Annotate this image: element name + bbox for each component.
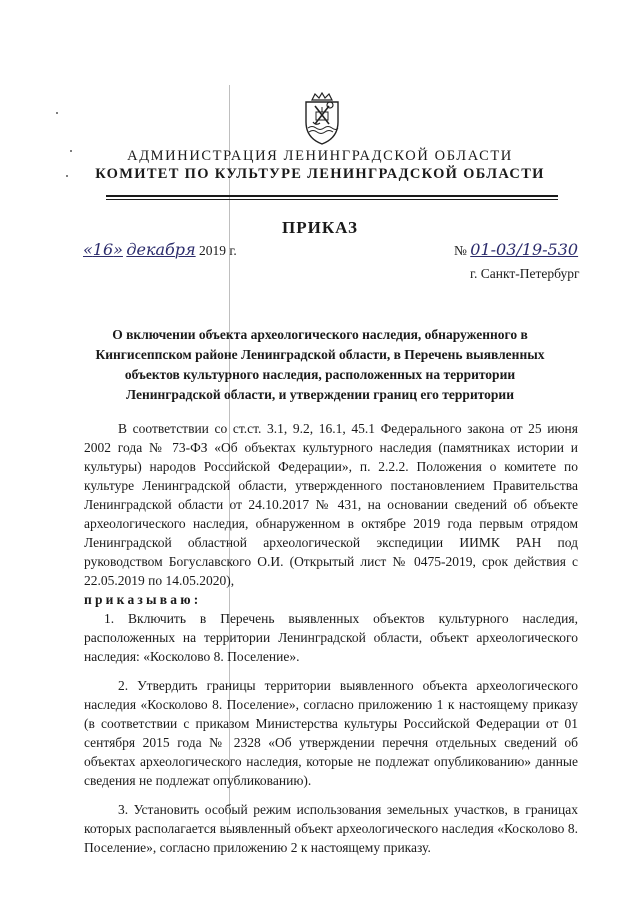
heading-line: объектов культурного наследия, расположенных на территории [124,367,516,382]
preamble-paragraph: В соответствии со ст.ст. 3.1, 9.2, 16.1, 45.1 Федерального закона от 25 июня 2002 года № 73-ФЗ «Об объектах культурного наследия (памятниках истории и культуры) народов Российской Федерации», п. 2.2.2. Положения о комитете по культуре Ленинградской области, утвержденного постановлением Правительства Ленинградской области от 24.10.2017 № 431, на основании сведений об объекте археологического наследия, обнаруженном в октябре 2019 года первым отрядом Ленинградской областной археологической экспедиции ИИМК РАН под руководством Богуславского О.И. (Открытый лист № 0475-2019, срок действия с 22.05.2019 по 14.05.2020), [84,421,578,588]
heading-line: Ленинградской области, и утверждении границ его территории [126,387,514,402]
heading-line: Кингисеппском районе Ленинградской области, в Перечень выявленных [95,347,545,362]
administration-header: АДМИНИСТРАЦИЯ ЛЕНИНГРАДСКОЙ ОБЛАСТИ [127,148,513,164]
coat-of-arms-emblem [300,92,344,146]
order-item-2: 2. Утвердить границы территории выявленного объекта археологического наследия «Косколово 8. Поселение», согласно приложению 1 к настоящему приказу (в соответствии с приказом Министерства культуры Российской Федерации от 01 сентября 2015 года № 2328 «Об утверждении перечня отдельных сведений об объектах археологического наследия, которые не подлежат опубликованию» данные сведения не подлежат опубликованию). [84,678,578,788]
heading-line: О включении объекта археологического наследия, обнаруженного в [112,327,528,342]
order-number [454,240,578,259]
order-heading [60,325,580,405]
header-divider-thin [106,199,558,200]
date-close-quote: » [113,240,123,259]
header-divider-thick [106,195,558,197]
scan-speck [56,112,58,114]
date-year: 2019 [199,243,227,258]
date-day: 16 [92,240,114,259]
order-date [83,240,237,259]
decree-word: приказываю: [84,592,202,607]
number-value: 01-03/19-530 [470,240,579,259]
number-prefix: № [454,243,467,258]
date-suffix: г. [229,243,237,258]
committee-header: КОМИТЕТ ПО КУЛЬТУРЕ ЛЕНИНГРАДСКОЙ ОБЛАСТИ [95,166,545,182]
date-month: декабря [126,240,196,259]
order-item-1: 1. Включить в Перечень выявленных объектов культурного наследия, расположенных на территории Ленинградской области, объект археологического наследия: «Косколово 8. Поселение». [84,611,578,664]
order-item-3: 3. Установить особый режим использования земельных участков, в границах которых располагается выявленный объект археологического наследия «Косколово 8. Поселение», согласно приложению 2 к настоящему приказу. [84,802,578,855]
order-body [84,419,578,857]
order-title: ПРИКАЗ [282,218,358,237]
issue-city: г. Санкт-Петербург [470,266,580,281]
date-open-quote: « [83,240,93,259]
